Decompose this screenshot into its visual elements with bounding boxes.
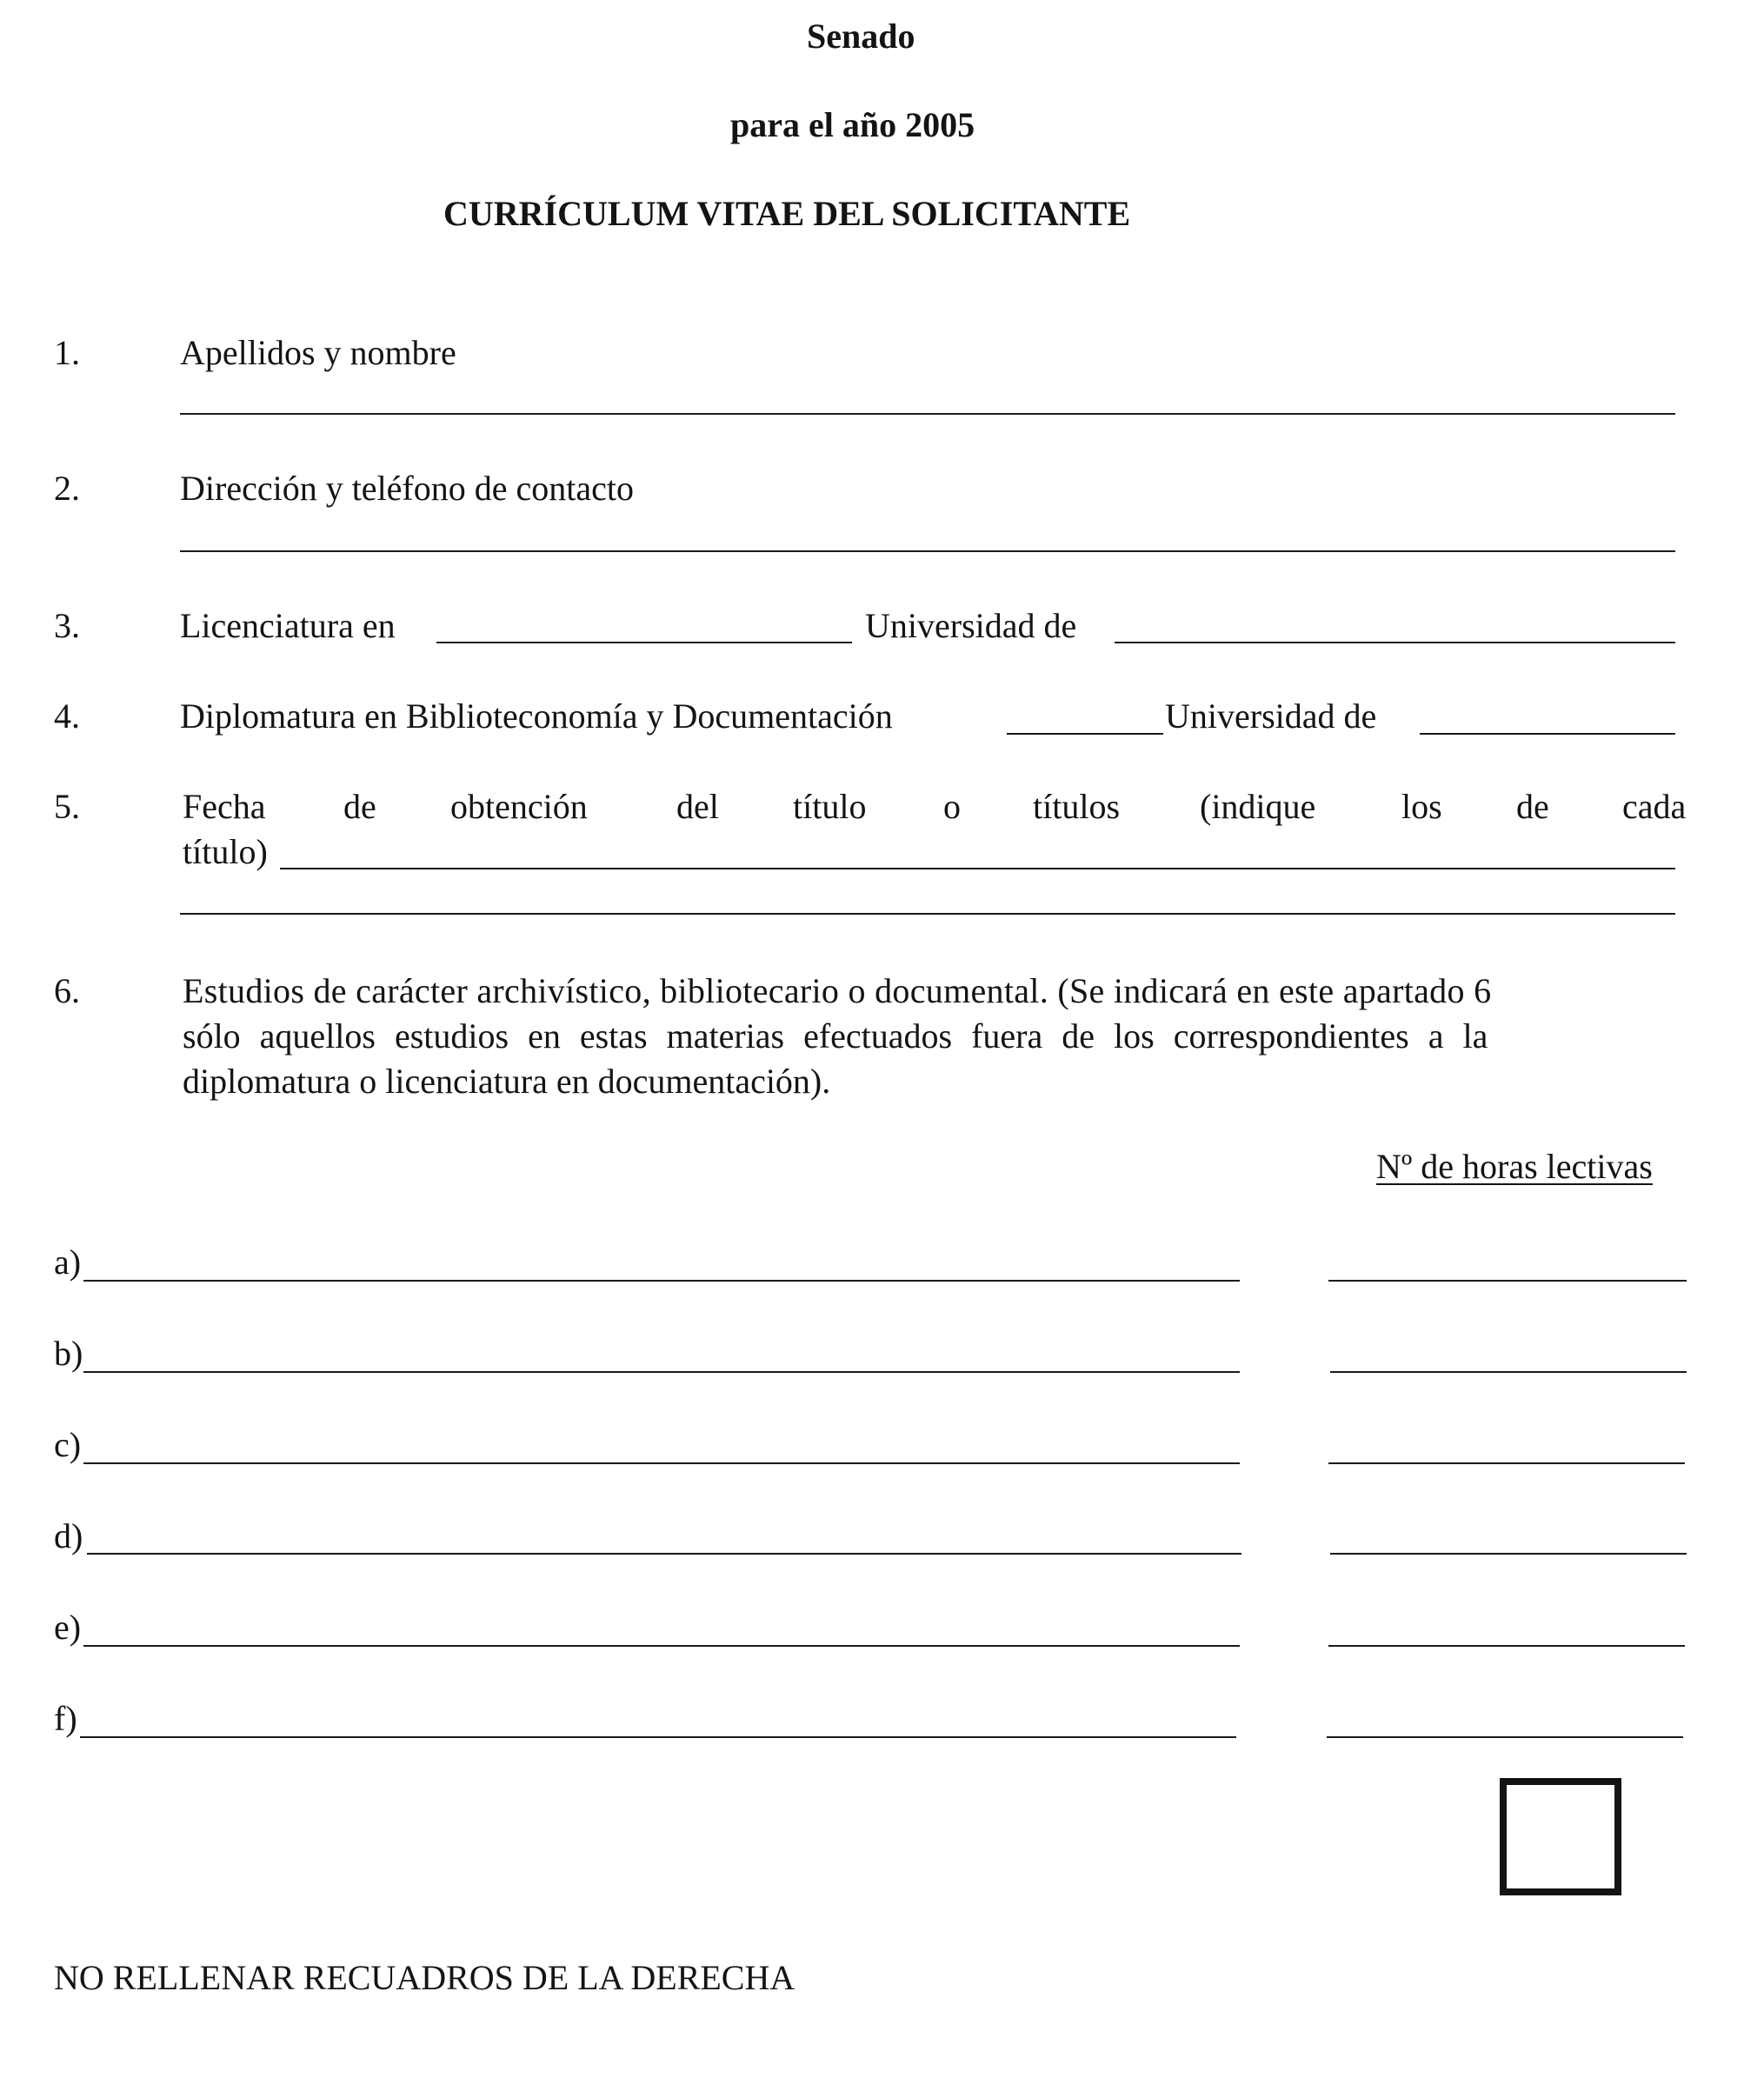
field-5-word-10: de bbox=[1516, 787, 1549, 826]
study-row-d-label: d) bbox=[54, 1516, 83, 1555]
field-6-line-1: Estudios de carácter archivístico, bibliotecario o documental. (Se indicará en este apartado 6 bbox=[183, 971, 1492, 1010]
study-row-f-label: f) bbox=[54, 1699, 77, 1738]
field-1-input-line[interactable] bbox=[180, 413, 1675, 415]
field-6-number: 6. bbox=[54, 971, 80, 1010]
study-row-a-label: a) bbox=[54, 1242, 82, 1282]
study-row-a-hours-line[interactable] bbox=[1328, 1280, 1687, 1282]
study-row-f-hours-line[interactable] bbox=[1327, 1736, 1683, 1738]
field-5-word-11: cada bbox=[1622, 787, 1687, 826]
field-6-line-3: diplomatura o licenciatura en documentación). bbox=[183, 1062, 831, 1101]
field-1-number: 1. bbox=[54, 333, 80, 372]
field-1-label: Apellidos y nombre bbox=[180, 333, 456, 372]
field-2-label: Dirección y teléfono de contacto bbox=[180, 469, 634, 508]
study-row-d-hours-line[interactable] bbox=[1330, 1553, 1687, 1555]
field-5-word-9: los bbox=[1401, 787, 1442, 826]
study-row-f-input-line[interactable] bbox=[80, 1736, 1236, 1738]
field-5-label-continued: título) bbox=[183, 832, 268, 871]
field-4-university-label: Universidad de bbox=[1165, 696, 1377, 736]
field-5-word-7: títulos bbox=[1033, 787, 1121, 826]
hours-column-header: Nº de horas lectivas bbox=[1376, 1147, 1653, 1186]
field-5-word-6: o bbox=[943, 787, 961, 826]
footer-note: NO RELLENAR RECUADROS DE LA DERECHA bbox=[54, 1958, 795, 1997]
study-row-e-input-line[interactable] bbox=[83, 1645, 1240, 1647]
field-4-university-input-line[interactable] bbox=[1420, 733, 1675, 735]
field-4-label: Diplomatura en Biblioteconomía y Documentación bbox=[180, 696, 893, 736]
field-3-university-label: Universidad de bbox=[865, 606, 1077, 645]
year-heading: para el año 2005 bbox=[730, 105, 975, 144]
study-row-c-hours-line[interactable] bbox=[1328, 1462, 1685, 1464]
field-2-number: 2. bbox=[54, 469, 80, 508]
field-2-input-line[interactable] bbox=[180, 550, 1675, 552]
field-5-word-4: del bbox=[676, 787, 719, 826]
field-5-word-2: de bbox=[343, 787, 376, 826]
study-row-d-input-line[interactable] bbox=[87, 1553, 1241, 1555]
field-5-number: 5. bbox=[54, 787, 80, 826]
study-row-c-label: c) bbox=[54, 1425, 82, 1464]
field-3-label: Licenciatura en bbox=[180, 606, 396, 645]
field-6-line-2: sólo aquellos estudios en estas materias efectuados fuera de los correspondientes a la bbox=[183, 1016, 1488, 1056]
institution-heading: Senado bbox=[807, 17, 915, 56]
office-use-box bbox=[1500, 1778, 1621, 1895]
field-4-diploma-input-line[interactable] bbox=[1007, 733, 1163, 735]
study-row-b-hours-line[interactable] bbox=[1330, 1371, 1687, 1373]
page-title: CURRÍCULUM VITAE DEL SOLICITANTE bbox=[443, 194, 1131, 233]
study-row-c-input-line[interactable] bbox=[83, 1462, 1240, 1464]
study-row-a-input-line[interactable] bbox=[83, 1280, 1240, 1282]
field-3-number: 3. bbox=[54, 606, 80, 645]
field-4-number: 4. bbox=[54, 696, 80, 736]
study-row-e-label: e) bbox=[54, 1608, 82, 1647]
field-3-university-input-line[interactable] bbox=[1115, 642, 1675, 643]
study-row-b-label: b) bbox=[54, 1334, 83, 1373]
field-5-word-1: Fecha bbox=[183, 787, 266, 826]
study-row-e-hours-line[interactable] bbox=[1328, 1645, 1685, 1647]
field-5-word-8: (indique bbox=[1200, 787, 1316, 826]
field-5-input-line-1[interactable] bbox=[280, 868, 1675, 869]
study-row-b-input-line[interactable] bbox=[83, 1371, 1240, 1373]
field-5-word-3: obtención bbox=[450, 787, 588, 826]
field-5-word-5: título bbox=[793, 787, 867, 826]
field-5-input-line-2[interactable] bbox=[180, 913, 1675, 915]
field-3-degree-input-line[interactable] bbox=[436, 642, 852, 643]
